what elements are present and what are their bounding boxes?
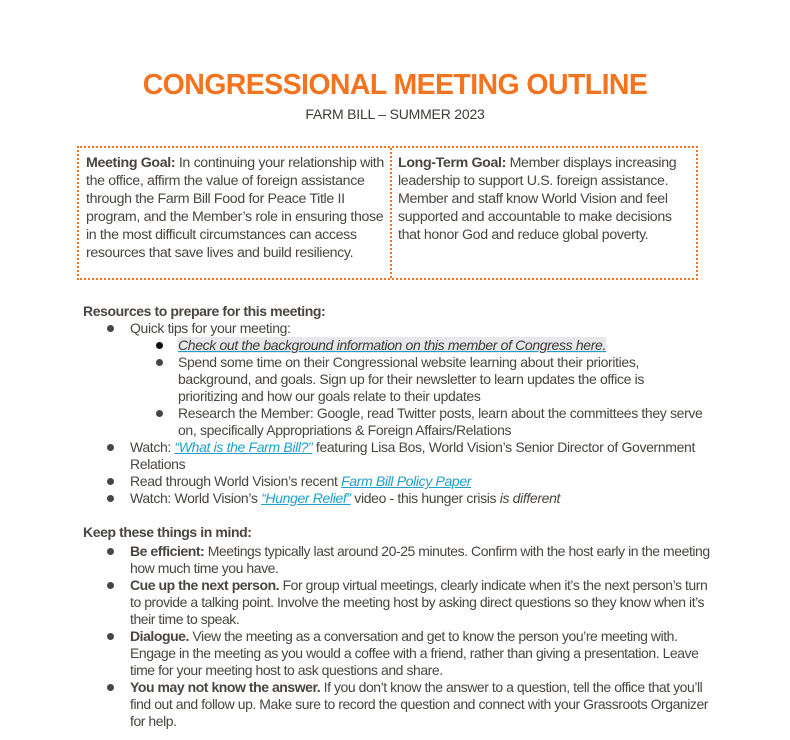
page-subtitle: FARM BILL – SUMMER 2023 xyxy=(305,106,485,122)
watch-prefix: Watch: xyxy=(130,439,175,455)
page-title: CONGRESSIONAL MEETING OUTLINE xyxy=(142,69,648,101)
cue-next-person-label: Cue up the next person. xyxy=(130,577,280,593)
list-item-policy-paper xyxy=(107,473,707,490)
long-term-goal-label: Long-Term Goal: xyxy=(398,155,506,171)
farm-bill-video-link[interactable]: “What is the Farm Bill?” xyxy=(174,439,313,455)
bullet-icon xyxy=(107,548,114,555)
resources-heading: Resources to prepare for this meeting: xyxy=(83,303,326,319)
meeting-goal-label: Meeting Goal: xyxy=(86,155,176,171)
hunger-relief-video-link[interactable]: “Hunger Relief” xyxy=(261,490,351,506)
list-item-research-member xyxy=(155,405,707,439)
list-item-congressional-website xyxy=(155,354,707,405)
hunger-relief-middle: video - this hunger crisis xyxy=(350,490,500,506)
list-item-hunger-relief xyxy=(107,490,707,507)
watch-farm-bill-suffix: featuring Lisa Bos, World Vision’s Senior Director of Government Relations xyxy=(130,439,696,472)
long-term-goal-text: Member displays increasing leadership to support U.S. foreign assistance. Member and staff know World Vision and feel supported and accountable to make decisions that honor God and reduce global poverty. xyxy=(398,155,677,243)
bullet-icon xyxy=(156,359,163,366)
congressional-website-tip: Spend some time on their Congressional website learning about their priorities, background, and goals. Sign up for their newsletter to learn updates the office is prioritizing and how our goals relate to their updates xyxy=(178,354,645,404)
quick-tips-sublist xyxy=(155,337,707,439)
bullet-icon xyxy=(107,478,114,485)
policy-paper-link[interactable]: Farm Bill Policy Paper xyxy=(341,473,472,489)
may-not-know-text: If you don’t know the answer to a question, tell the office that you’ll find out and follow up. Make sure to record the question and connect with your Grassroots Organizer for help. xyxy=(130,679,709,729)
long-term-goal-cell xyxy=(392,148,696,278)
background-info-link[interactable]: Check out the background information on this member of Congress here. xyxy=(178,337,606,353)
list-item-background-info xyxy=(155,337,707,354)
keep-in-mind-list xyxy=(107,543,712,730)
bullet-icon xyxy=(107,444,114,451)
list-item-quick-tips xyxy=(107,320,707,439)
meeting-goal-cell xyxy=(79,148,392,278)
be-efficient-text: Meetings typically last around 20-25 minutes. Confirm with the host early in the meeting how much time you have. xyxy=(130,543,710,576)
bullet-icon xyxy=(156,342,163,349)
bullet-icon xyxy=(107,325,114,332)
be-efficient-label: Be efficient: xyxy=(130,543,205,559)
bullet-icon xyxy=(156,410,163,417)
list-item-cue-next-person xyxy=(107,577,712,628)
bullet-icon xyxy=(107,684,114,691)
hunger-relief-prefix: Watch: World Vision’s xyxy=(130,490,262,506)
list-item-be-efficient xyxy=(107,543,712,577)
bullet-icon xyxy=(107,495,114,502)
dialogue-label: Dialogue. xyxy=(130,628,189,644)
resources-list xyxy=(107,320,707,507)
meeting-goal-text: In continuing your relationship with the office, affirm the value of foreign assistance through the Farm Bill Food for Peace Title II program, and the Member’s role in ensuring those in the most difficult circumstances can access resources that save lives and build resiliency. xyxy=(86,155,384,261)
list-item-dialogue xyxy=(107,628,712,679)
may-not-know-label: You may not know the answer. xyxy=(130,679,321,695)
keep-in-mind-heading: Keep these things in mind: xyxy=(83,524,252,540)
bullet-icon xyxy=(107,582,114,589)
dialogue-text: View the meeting as a conversation and get to know the person you’re meeting with. Engage in the meeting as you would a coffee with a friend, rather than giving a presentation. Leave time for your meeting host to ask questions and share. xyxy=(130,628,699,678)
cue-next-person-text: For group virtual meetings, clearly indicate when it’s the next person’s turn to provide a talking point. Involve the meeting host by asking direct questions so they know when it’s their time to speak. xyxy=(130,577,708,627)
quick-tips-label: Quick tips for your meeting: xyxy=(130,320,291,336)
list-item-watch-farm-bill xyxy=(107,439,707,473)
list-item-may-not-know xyxy=(107,679,712,730)
goals-table xyxy=(77,146,698,280)
policy-paper-prefix: Read through World Vision’s recent xyxy=(130,473,342,489)
hunger-relief-emphasis: is different xyxy=(499,490,561,506)
bullet-icon xyxy=(107,633,114,640)
research-member-tip: Research the Member: Google, read Twitter posts, learn about the committees they serve on, specifically Appropriations & Foreign Affairs/Relations xyxy=(178,405,703,438)
